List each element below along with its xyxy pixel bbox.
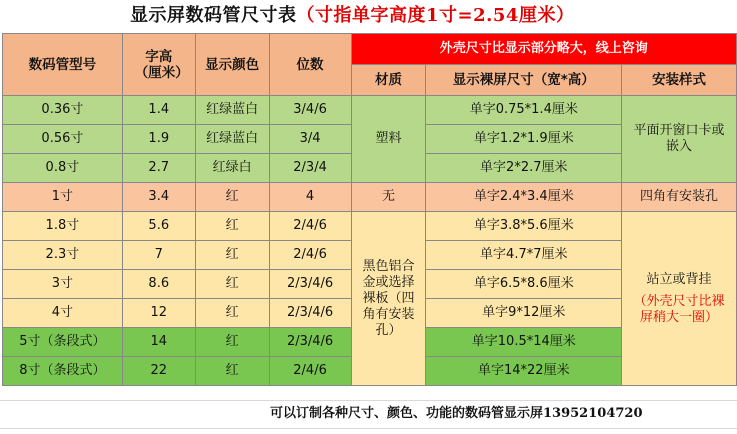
cell-mount-holes: 四角有安装孔	[622, 183, 737, 212]
cell-height: 1.9	[122, 125, 195, 154]
table-row	[3, 96, 737, 125]
header-screen-size: 显示裸屏尺寸（宽*高）	[426, 65, 622, 96]
size-notice: 外壳尺寸比显示部分略大，线上咨询	[351, 34, 736, 65]
cell-digits: 3/4	[269, 125, 351, 154]
title-note: （寸指单字高度1寸=2.54厘米）	[296, 5, 575, 26]
cell-height: 14	[122, 328, 195, 357]
cell-size: 单字14*22厘米	[426, 357, 622, 386]
cell-digits: 4	[269, 183, 351, 212]
cell-digits: 2/4/6	[269, 241, 351, 270]
cell-color: 红	[195, 212, 269, 241]
cell-size: 单字4.7*7厘米	[426, 241, 622, 270]
cell-color: 红绿蓝白	[195, 125, 269, 154]
cell-material-none: 无	[351, 183, 426, 212]
header-digits: 位数	[269, 34, 351, 96]
sheet-gridline	[0, 428, 737, 429]
header-model: 数码管型号	[3, 34, 123, 96]
cell-model: 0.8寸	[3, 154, 123, 183]
header-mount: 安装样式	[622, 65, 737, 96]
header-color: 显示颜色	[195, 34, 269, 96]
cell-digits: 2/3/4/6	[269, 270, 351, 299]
cell-model: 1.8寸	[3, 212, 123, 241]
title-main: 显示屏数码管尺寸表	[130, 5, 297, 26]
cell-size: 单字9*12厘米	[426, 299, 622, 328]
cell-mount-stand	[622, 212, 737, 386]
cell-size: 单字2.4*3.4厘米	[426, 183, 622, 212]
cell-model: 0.36寸	[3, 96, 123, 125]
cell-color: 红	[195, 299, 269, 328]
cell-color: 红	[195, 241, 269, 270]
cell-height: 12	[122, 299, 195, 328]
cell-material-metal: 黑色铝合金或选择裸板（四角有安装孔）	[351, 212, 426, 386]
cell-material-plastic: 塑料	[351, 96, 426, 183]
page-title	[130, 3, 574, 29]
cell-color: 红绿白	[195, 154, 269, 183]
cell-digits: 2/3/4	[269, 154, 351, 183]
header-material: 材质	[351, 65, 426, 96]
cell-size: 单字2*2.7厘米	[426, 154, 622, 183]
table-row	[3, 183, 737, 212]
table-row	[3, 212, 737, 241]
cell-digits: 2/3/4/6	[269, 299, 351, 328]
cell-model: 3寸	[3, 270, 123, 299]
footer-contact: 可以订制各种尺寸、颜色、功能的数码管显示屏13952104720	[270, 406, 643, 421]
cell-height: 7	[122, 241, 195, 270]
cell-height: 1.4	[122, 96, 195, 125]
cell-model: 0.56寸	[3, 125, 123, 154]
cell-digits: 2/4/6	[269, 357, 351, 386]
cell-color: 红	[195, 328, 269, 357]
cell-model: 5寸（条段式）	[3, 328, 123, 357]
cell-height: 8.6	[122, 270, 195, 299]
cell-height: 22	[122, 357, 195, 386]
cell-digits: 2/4/6	[269, 212, 351, 241]
cell-size: 单字1.2*1.9厘米	[426, 125, 622, 154]
cell-color: 红	[195, 183, 269, 212]
cell-height: 5.6	[122, 212, 195, 241]
header-row-1	[3, 34, 737, 65]
cell-size: 单字10.5*14厘米	[426, 328, 622, 357]
sheet-gridline	[0, 400, 737, 401]
cell-color: 红绿蓝白	[195, 96, 269, 125]
cell-digits: 3/4/6	[269, 96, 351, 125]
cell-size: 单字0.75*1.4厘米	[426, 96, 622, 125]
cell-model: 2.3寸	[3, 241, 123, 270]
size-table	[2, 33, 737, 386]
header-height: 字高（厘米）	[122, 34, 195, 96]
mount-stand-note: （外壳尺寸比裸屏稍大一圈）	[633, 293, 725, 325]
cell-height: 3.4	[122, 183, 195, 212]
cell-height: 2.7	[122, 154, 195, 183]
cell-color: 红	[195, 357, 269, 386]
cell-size: 单字3.8*5.6厘米	[426, 212, 622, 241]
cell-model: 8寸（条段式）	[3, 357, 123, 386]
cell-color: 红	[195, 270, 269, 299]
cell-size: 单字6.5*8.6厘米	[426, 270, 622, 299]
cell-mount-panel: 平面开窗口卡或嵌入	[622, 96, 737, 183]
title-bar	[0, 0, 737, 33]
cell-model: 4寸	[3, 299, 123, 328]
cell-digits: 2/3/4/6	[269, 328, 351, 357]
mount-stand-label: 站立或背挂	[646, 271, 712, 287]
cell-model: 1寸	[3, 183, 123, 212]
